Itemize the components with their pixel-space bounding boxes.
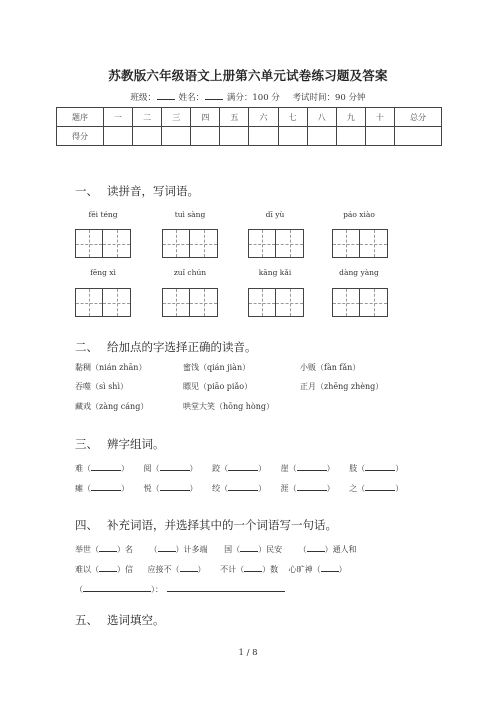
idiom-row — [75, 563, 347, 575]
section-text: 辨字组词。 — [107, 437, 165, 451]
pinyin-label: zuǐ chún — [173, 268, 207, 277]
section-number: 二、 — [75, 340, 98, 354]
idiom-text: 不计（ — [220, 565, 245, 574]
idiom-text: ）民安 — [258, 545, 283, 554]
score-cell[interactable] — [133, 127, 162, 146]
chosen-idiom-blank[interactable] — [83, 583, 151, 592]
char-label: 绞（ — [212, 484, 229, 493]
table-row — [57, 108, 442, 127]
section-number: 四、 — [75, 518, 98, 532]
section-number: 一、 — [75, 184, 98, 198]
idiom-text: ）数 — [262, 565, 279, 574]
pinyin-label: dàng yàng — [339, 268, 379, 277]
reading-option[interactable]: 黏稠（nián zhān） — [75, 363, 147, 372]
answer-blank[interactable] — [228, 482, 258, 491]
char-label: 崖（ — [280, 464, 297, 473]
score-cell[interactable] — [395, 127, 442, 146]
idiom-text: ）： — [151, 585, 163, 594]
idiom-text: 应接不（ — [147, 565, 180, 574]
table-cell: 五 — [220, 108, 249, 127]
paren: ） — [189, 484, 198, 493]
pinyin-label: fēi téng — [88, 210, 118, 219]
writing-grid[interactable] — [332, 288, 388, 317]
section-2-heading — [75, 339, 257, 355]
paren: ） — [258, 464, 267, 473]
answer-blank[interactable] — [228, 462, 258, 471]
char-label: 涯（ — [280, 484, 297, 493]
answer-blank[interactable] — [240, 543, 258, 552]
section-text: 读拼音，写词语。 — [107, 184, 199, 198]
pinyin-label: tuì sàng — [174, 210, 206, 219]
table-cell: 总分 — [395, 108, 442, 127]
reading-option[interactable]: 吞噬（sì shì） — [75, 382, 129, 391]
exam-info — [0, 91, 496, 103]
score-cell[interactable] — [307, 127, 336, 146]
score-cell[interactable] — [220, 127, 249, 146]
writing-grid[interactable] — [162, 288, 218, 317]
section-3-heading — [75, 436, 165, 452]
idiom-text: ）信 — [117, 565, 133, 574]
answer-blank[interactable] — [91, 482, 121, 491]
writing-grid[interactable] — [248, 288, 304, 317]
paren: ） — [121, 484, 129, 493]
idiom-text: ）通人和 — [324, 545, 357, 554]
answer-blank[interactable] — [321, 563, 339, 572]
answer-blank[interactable] — [180, 563, 198, 572]
idiom-text: ） — [338, 565, 347, 574]
paren: ） — [395, 464, 404, 473]
table-cell: 六 — [249, 108, 278, 127]
score-cell[interactable] — [191, 127, 220, 146]
answer-blank[interactable] — [160, 462, 190, 471]
table-cell: 三 — [162, 108, 191, 127]
table-cell: 七 — [278, 108, 307, 127]
reading-option[interactable]: 瞟见（piāo piǎo） — [183, 382, 253, 391]
idiom-text: 举世（ — [75, 545, 99, 554]
section-number: 三、 — [75, 437, 98, 451]
table-cell: 九 — [336, 108, 365, 127]
writing-grid[interactable] — [75, 229, 131, 258]
class-blank[interactable] — [157, 91, 175, 100]
answer-blank[interactable] — [365, 482, 395, 491]
answer-blank[interactable] — [297, 462, 327, 471]
paren: ） — [121, 464, 129, 473]
table-cell: 二 — [133, 108, 162, 127]
table-cell: 题序 — [57, 108, 104, 127]
answer-blank[interactable] — [158, 543, 176, 552]
score-cell[interactable] — [249, 127, 278, 146]
answer-blank[interactable] — [307, 543, 325, 552]
page-number: 1 / 8 — [238, 648, 258, 658]
score-cell[interactable] — [336, 127, 365, 146]
reading-option[interactable]: 小贩（fàn fǎn） — [300, 363, 361, 372]
idiom-text: （ — [298, 545, 307, 554]
table-cell: 一 — [104, 108, 133, 127]
section-4-heading — [75, 517, 337, 533]
char-label: 跤（ — [212, 464, 229, 473]
section-number: 五、 — [75, 613, 98, 627]
table-row — [57, 127, 442, 146]
name-blank[interactable] — [205, 91, 223, 100]
char-label: 难（ — [75, 464, 91, 473]
writing-grid[interactable] — [162, 229, 218, 258]
paren: ） — [189, 464, 198, 473]
section-text: 选词填空。 — [107, 613, 165, 627]
idiom-text: （ — [75, 585, 83, 594]
paren: ） — [326, 484, 335, 493]
idiom-text: 心旷神（ — [288, 565, 321, 574]
char-label: 肢（ — [349, 464, 366, 473]
paren: ） — [395, 484, 404, 493]
writing-grid[interactable] — [75, 288, 131, 317]
char-label: 阅（ — [143, 464, 160, 473]
section-1-heading — [75, 183, 199, 199]
section-5-heading — [75, 612, 165, 628]
table-cell: 十 — [365, 108, 394, 127]
pinyin-label: páo xiào — [343, 210, 375, 219]
idiom-text: （ — [149, 545, 158, 554]
idiom-text: 难以（ — [75, 565, 99, 574]
score-table — [56, 107, 442, 146]
reading-option[interactable]: 藏戏（zàng cáng） — [75, 402, 149, 411]
score-cell[interactable] — [278, 127, 307, 146]
sentence-row — [75, 583, 285, 595]
idiom-text: ）计多端 — [175, 545, 208, 554]
score-cell[interactable] — [365, 127, 394, 146]
table-cell: 八 — [307, 108, 336, 127]
score-cell[interactable] — [104, 127, 133, 146]
idiom-text: ）名 — [117, 545, 133, 554]
char-label: 瘫（ — [75, 484, 91, 493]
char-label: 悦（ — [143, 484, 160, 493]
reading-option[interactable]: 正月（zhēng zhèng） — [300, 382, 384, 391]
idiom-text: ） — [197, 565, 206, 574]
class-label: 班级： — [130, 93, 156, 103]
section-text: 给加点的字选择正确的读音。 — [107, 340, 257, 354]
score-cell[interactable] — [162, 127, 191, 146]
pinyin-label: kāng kǎi — [258, 268, 292, 277]
sentence-blank[interactable] — [167, 583, 285, 592]
table-cell: 得分 — [57, 127, 104, 146]
paren: ） — [258, 484, 267, 493]
idiom-row — [75, 543, 357, 555]
section-text: 补充词语，并选择其中的一个词语写一句话。 — [107, 518, 337, 532]
word-group-row — [75, 482, 403, 494]
idiom-text: 国（ — [224, 545, 241, 554]
page-title: 苏教版六年级语文上册第六单元试卷练习题及答案 — [108, 68, 388, 83]
answer-blank[interactable] — [99, 563, 117, 572]
answer-blank[interactable] — [160, 482, 190, 491]
answer-blank[interactable] — [365, 462, 395, 471]
pinyin-label: fēng xì — [90, 268, 116, 277]
reading-option[interactable]: 哄堂大笑（hōng hòng） — [183, 402, 275, 411]
paren: ） — [326, 464, 335, 473]
name-label: 姓名： — [178, 93, 205, 103]
char-label: 之（ — [349, 484, 366, 493]
answer-blank[interactable] — [91, 462, 121, 471]
pinyin-label: dī yù — [265, 210, 285, 219]
time-label: 考试时间：90 分钟 — [292, 93, 366, 103]
answer-blank[interactable] — [244, 563, 262, 572]
answer-blank[interactable] — [297, 482, 327, 491]
reading-option[interactable]: 蜜饯（qián jiàn） — [183, 363, 251, 372]
table-cell: 四 — [191, 108, 220, 127]
word-group-row — [75, 462, 403, 474]
writing-grid[interactable] — [248, 229, 304, 258]
answer-blank[interactable] — [99, 543, 117, 552]
writing-grid[interactable] — [332, 229, 388, 258]
full-score-label: 满分：100 分 — [226, 93, 280, 103]
